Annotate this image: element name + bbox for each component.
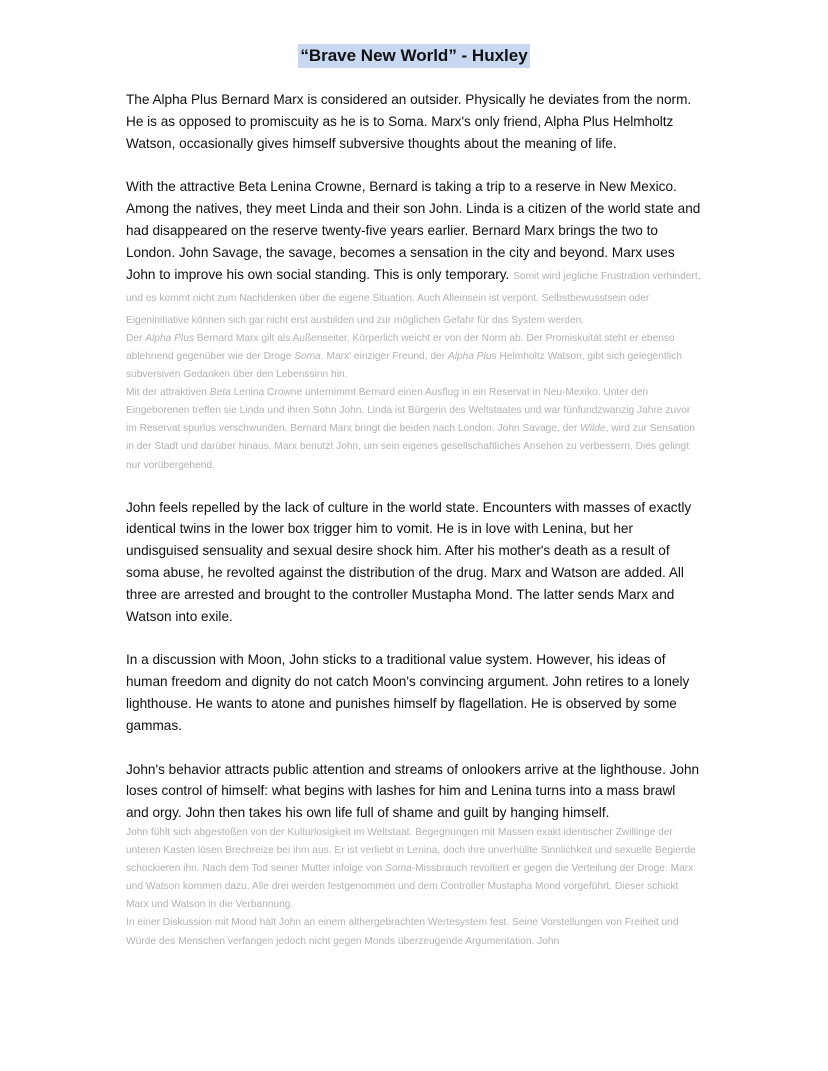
de-text: Bernard Marx gilt als Außenseiter. Körperlich weicht er von der Norm ab. Der Promiskuität steht er ebenso ablehnend gegenüber wie der Droge — [126, 332, 675, 362]
de-italic: Soma — [294, 350, 321, 362]
de-text: , wird zur Sensation in der Stadt und darüber hinaus. Marx benutzt John, um sein eigenes gesellschaftliches Ansehen zu verbessern. Dies gelingt nur vorübergehend. — [126, 423, 696, 471]
paragraph-2 — [126, 176, 701, 329]
german-faded-paragraph-3 — [126, 824, 701, 914]
paragraph-4: In a discussion with Moon, John sticks to a traditional value system. However, his ideas of human freedom and dignity do not catch Moon's convincing argument. John retires to a lonely lighthouse. He wants to atone and punishes himself by flagellation. He is observed by some gammas. — [126, 652, 690, 733]
spacer — [126, 154, 701, 176]
de-italic: Wilde — [580, 423, 606, 435]
document-body — [126, 89, 701, 951]
de-text: -Missbrauch revoltiert er gegen die Verteilung der Droge. Marx und Watson kommen dazu. Alle drei werden festgenommen und dem Controller Mustapha Mond vorgeführt. Dieser schickt Marx und Watson in die Verbannung. — [126, 863, 694, 911]
de-italic: Soma — [385, 863, 412, 875]
de-italic: Alpha Plus — [447, 350, 497, 362]
document-title: “Brave New World” - Huxley — [298, 44, 529, 68]
de-italic: Alpha Plus — [145, 332, 194, 344]
paragraph-1: The Alpha Plus Bernard Marx is considered an outsider. Physically he deviates from the norm. He is as opposed to promiscuity as he is to Soma. Marx's only friend, Alpha Plus Helmholtz Watson, occasionally gives himself subversive thoughts about the meaning of life. — [126, 92, 692, 151]
de-text: . Marx' einziger Freund, der — [320, 350, 448, 362]
de-text: Lenina Crowne unternimmt Bernard einen Ausflug in ein Reservat in Neu-Mexiko. Unter den Eingeborenen treffen sie Linda und ihren Sohn John. Linda ist Bürgerin des Weltstaates und war fünfundzwanzig Jahre zuvor im Reservat spurlos verschwunden. Bernard Marx bringt die beiden nach London. John Savage, der — [126, 387, 691, 435]
de-text: Mit der attraktiven — [126, 387, 210, 399]
paragraph-5: John's behavior attracts public attention and streams of onlookers arrive at the lighthouse. John loses control of himself: what begins with lashes for him and Lenina turns into a mass brawl and orgy. John then takes his own life full of shame and guilt by hanging himself. — [126, 761, 700, 821]
german-faded-paragraph-2 — [126, 384, 701, 474]
spacer — [126, 627, 701, 649]
paragraph-2-text: With the attractive Beta Lenina Crowne, Bernard is taking a trip to a reserve in New Mexico. Among the natives, they meet Linda and their son John. Linda is a citizen of the world state and had disappeared on the reserve twenty-five years earlier. Bernard Marx brings the two to London. John Savage, the savage, becomes a sensation in the city and beyond. Marx uses John to improve his own social standing. This is only temporary. — [126, 179, 701, 282]
de-italic: Beta — [209, 387, 231, 399]
german-faded-tail: Somit wird jegliche Frustration verhindert, und es kommt nicht zum Nachdenken über die eigene Situation. Auch Alleinsein ist verpönt. Selbstbewusstsein oder Eigeninitiative können sich gar nicht erst ausbilden und zur möglichen Gefahr für das System werden. — [126, 270, 701, 326]
de-text: John fühlt sich abgestoßen von der Kulturlosigkeit im Weltstaat. Begegnungen mit Massen exakt identischer Zwillinge der unteren Kasten lösen Brechreize bei ihm aus. Er ist verliebt in Lenina, doch ihre unverhüllte Sinnlichkeit und sexuelle Begierde schockieren ihn. Nach dem Tod seiner Mutter infolge von — [126, 826, 696, 875]
paragraph-3: John feels repelled by the lack of culture in the world state. Encounters with masses of exactly identical twins in the lower box trigger him to vomit. He is in love with Lenina, but her undisguised sensuality and sexual desire shock him. After his mother's death as a result of soma abuse, he revolted against the distribution of the drug. Marx and Watson are added. All three are arrested and brought to the controller Mustapha Mond. The latter sends Marx and Watson into exile. — [126, 499, 692, 624]
spacer — [126, 475, 701, 497]
spacer — [126, 737, 701, 759]
de-text: Helmholtz Watson, gibt sich gelegentlich subversiven Gedanken über den Lebenssinn hin. — [126, 350, 682, 381]
german-faded-paragraph-1 — [126, 330, 701, 384]
title-wrapper — [0, 44, 828, 68]
german-faded-paragraph-4: In einer Diskussion mit Mond hält John an einem althergebrachten Wertesystem fest. Seine Vorstellungen von Freiheit und Würde des Menschen verfangen jedoch nicht gegen Monds überzeugende Argumentation. John — [126, 917, 679, 947]
de-text: Der — [126, 332, 146, 344]
